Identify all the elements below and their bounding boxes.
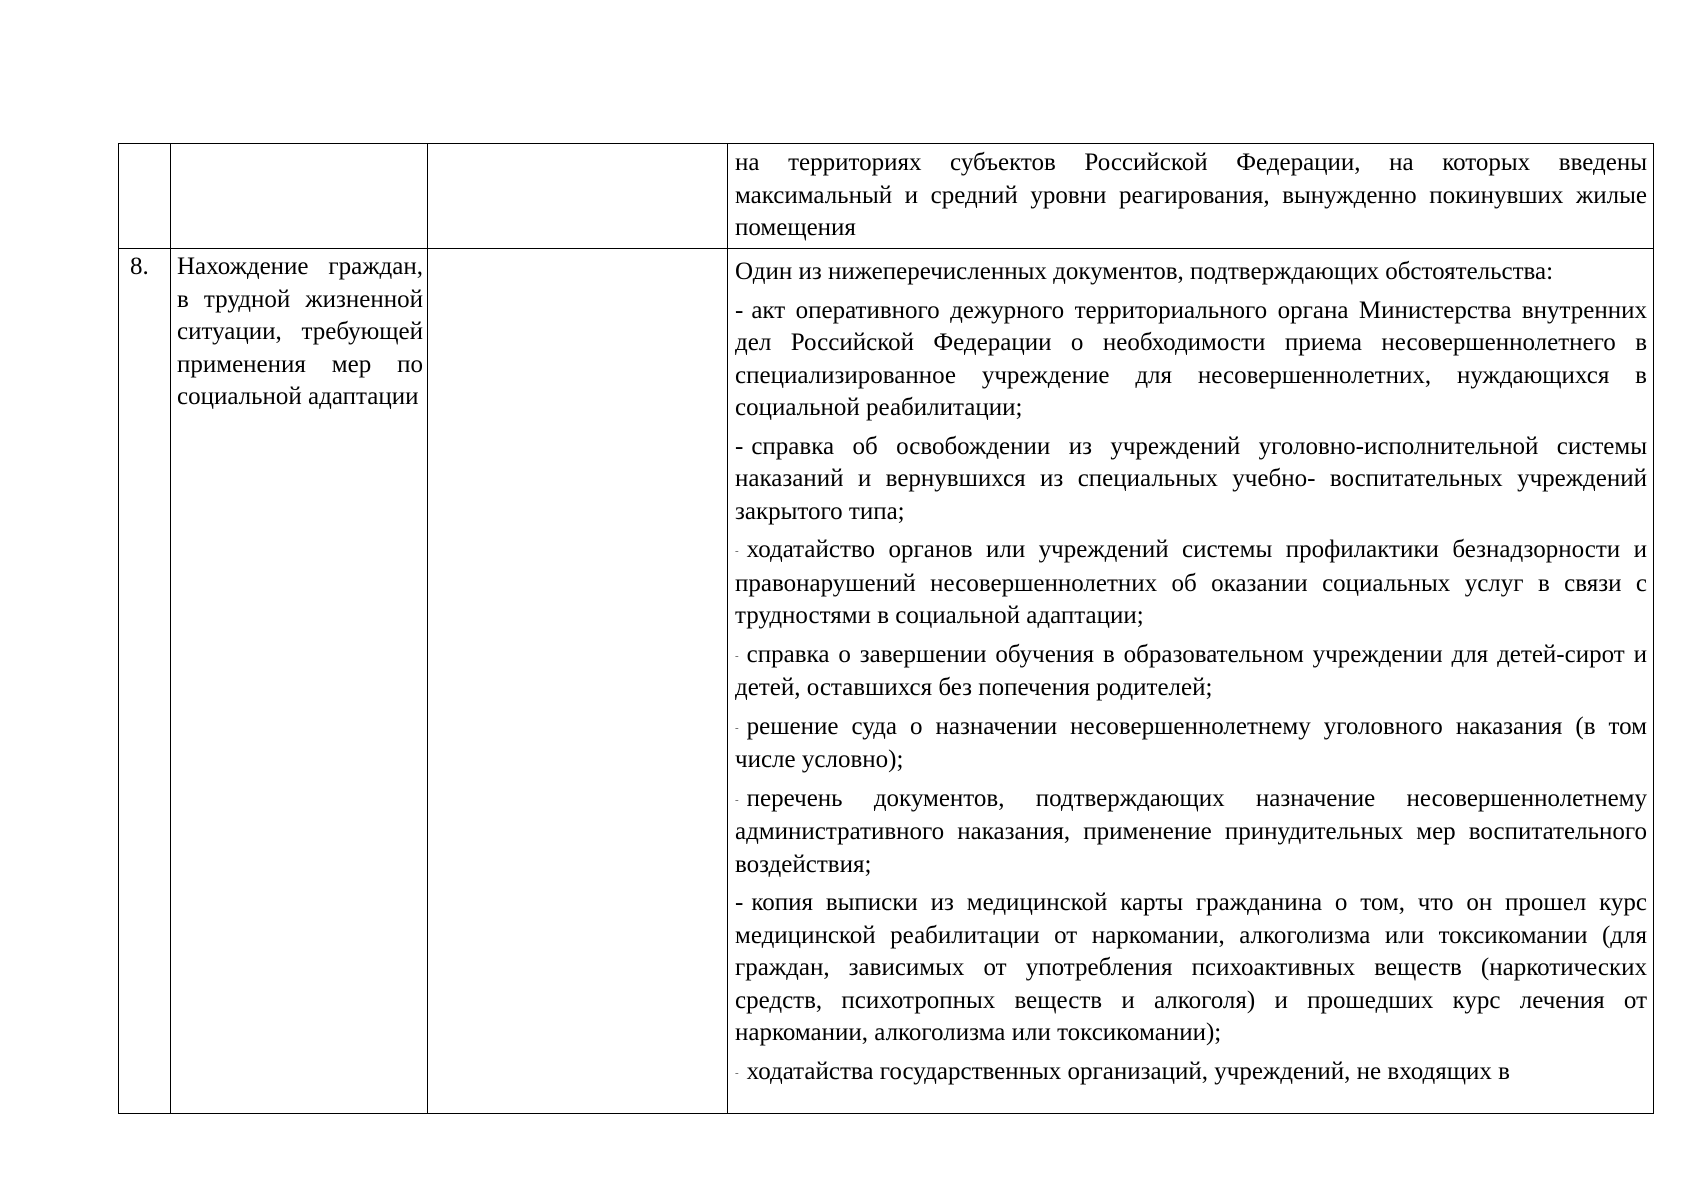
- document-list-intro: [735, 256, 1647, 289]
- dash-bullet: -: [735, 545, 739, 558]
- document-text: перечень документов, подтверждающих назначение несовершеннолетнему административного наказания, применение принудительных мер воспитательного воздействия;: [735, 784, 1647, 878]
- row-number: 8.: [119, 249, 171, 1114]
- document-text: справка об освобождении из учреждений уголовно-исполнительной системы наказаний и вернувшихся из специальных учебно- воспитательных учреждений закрытого типа;: [735, 432, 1647, 525]
- dash-bullet: -: [735, 432, 744, 460]
- document-text: копия выписки из медицинской карты гражданина о том, что он прошел курс медицинской реабилитации от наркомании, алкоголизма или токсикомании (для граждан, зависимых от употребления психоактивных веществ (наркотических средств, психотропных веществ и алкоголя) и прошедших курс лечения от наркомании, алкоголизма или токсикомании);: [735, 889, 1647, 1047]
- document-list-item: [735, 1056, 1647, 1090]
- document-text: ходатайство органов или учреждений системы профилактики безнадзорности и правонарушений несовершеннолетних об оказании социальных услуг в связи с трудностями в социальной адаптации;: [735, 536, 1647, 630]
- document-text: акт оперативного дежурного территориального органа Министерства внутренних дел Российской Федерации о необходимости приема несовершеннолетнего в специализированное учреждение для несовершеннолетних, нуждающихся в социальной реабилитации;: [735, 296, 1647, 421]
- empty-cell: [428, 144, 728, 249]
- document-list-item: [735, 783, 1647, 882]
- document-text: Один из нижеперечисленных документов, подтверждающих обстоятельства:: [735, 258, 1554, 285]
- documents-cell: [728, 249, 1654, 1114]
- document-text: ходатайства государственных организаций, учреждений, не входящих в: [746, 1057, 1510, 1085]
- dash-bullet: -: [735, 296, 744, 324]
- dash-bullet: -: [735, 721, 739, 734]
- dash-bullet: -: [735, 1066, 739, 1079]
- document-list-item: [735, 887, 1647, 1050]
- document-list-item: [735, 534, 1647, 633]
- dash-bullet: -: [735, 649, 739, 662]
- documents-cell: [728, 144, 1654, 249]
- empty-cell: [428, 249, 728, 1114]
- continuation-text: на территориях субъектов Российской Федерации, на которых введены максимальный и средний уровни реагирования, вынужденно покинувших жилые помещения: [735, 149, 1647, 241]
- situation-text: Нахождение граждан, в трудной жизненной ситуации, требующей применения мер по социальной адаптации: [171, 249, 428, 1114]
- document-list-item: [735, 295, 1647, 425]
- document-text: решение суда о назначении несовершеннолетнему уголовного наказания (в том числе условно);: [735, 712, 1647, 774]
- number-cell: [119, 144, 171, 249]
- table-row-continuation: [119, 144, 1654, 249]
- table-row-8: [119, 249, 1654, 1114]
- documents-table: [118, 143, 1654, 1114]
- document-list-item: [735, 711, 1647, 777]
- document-list-item: [735, 431, 1647, 529]
- dash-bullet: -: [735, 793, 739, 806]
- document-list-item: [735, 639, 1647, 705]
- document-text: справка о завершении обучения в образовательном учреждении для детей-сирот и детей, оставшихся без попечения родителей;: [735, 640, 1647, 702]
- situation-cell: [171, 144, 428, 249]
- dash-bullet: -: [735, 889, 744, 917]
